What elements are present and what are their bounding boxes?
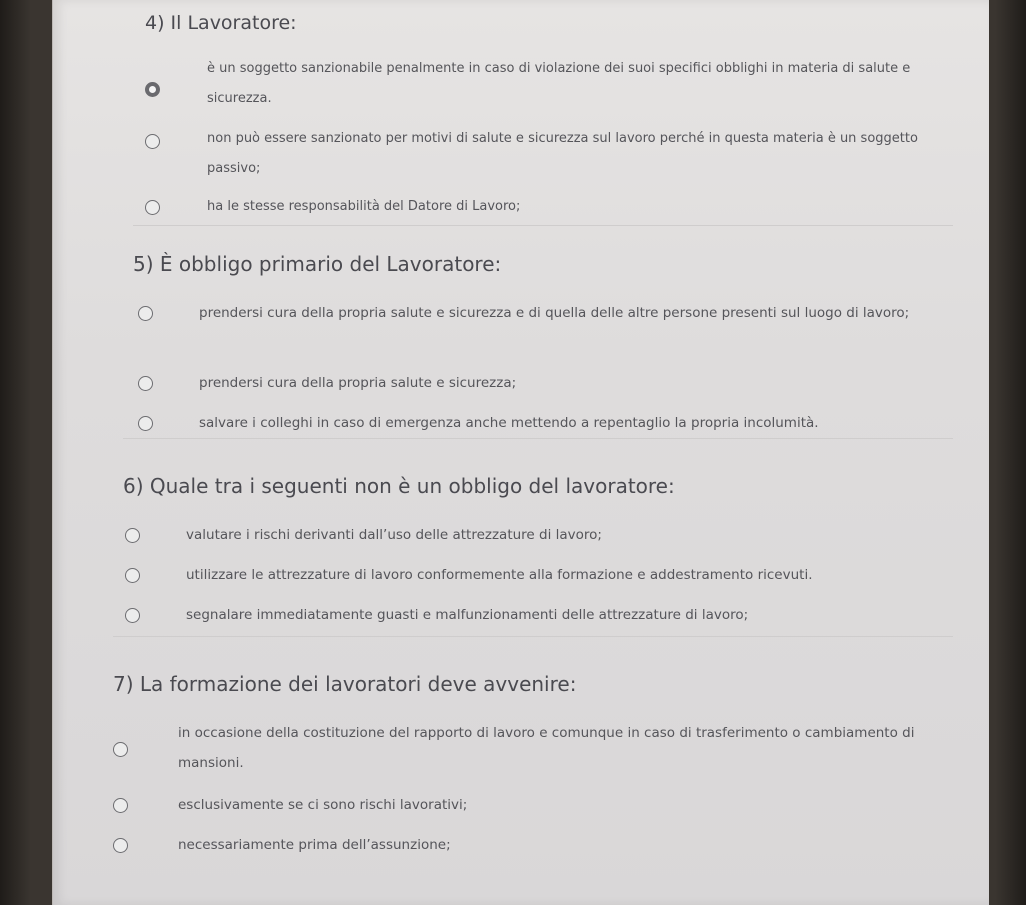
question-4 [145,12,935,232]
radio-button[interactable] [125,608,140,623]
question-5 [133,252,943,448]
radio-button[interactable] [125,568,140,583]
question-6 [123,474,953,640]
option-4-a[interactable] [145,54,935,114]
option-label: in occasione della costituzione del rapporto di lavoro e comunque in caso di trasferimento o cambiamento di mansioni. [178,725,915,771]
radio-button[interactable] [138,416,153,431]
radio-button[interactable] [138,376,153,391]
option-label: è un soggetto sanzionabile penalmente in caso di violazione dei suoi specifici obblighi in materia di salute e sicurezza. [207,61,911,106]
option-6-a[interactable] [123,520,953,550]
option-6-c[interactable] [123,600,953,630]
option-7-c[interactable] [113,830,963,860]
question-7 [113,672,963,870]
divider [133,225,953,226]
option-label: utilizzare le attrezzature di lavoro conformemente alla formazione e addestramento ricevuti. [186,567,813,583]
option-5-b[interactable] [133,368,943,398]
question-title: 7) La formazione dei lavoratori deve avvenire: [113,672,577,696]
option-label: prendersi cura della propria salute e sicurezza; [199,375,517,391]
option-label: ha le stesse responsabilità del Datore di Lavoro; [207,199,521,214]
option-label: prendersi cura della propria salute e sicurezza e di quella delle altre persone presenti sul luogo di lavoro; [199,305,910,321]
quiz-screen [52,0,989,905]
option-4-c[interactable] [145,192,935,222]
radio-button[interactable] [113,838,128,853]
radio-button[interactable] [125,528,140,543]
option-label: non può essere sanzionato per motivi di salute e sicurezza sul lavoro perché in questa materia è un soggetto passivo; [207,131,918,176]
question-title: 5) È obbligo primario del Lavoratore: [133,252,502,276]
radio-button-selected[interactable] [145,82,160,97]
radio-button[interactable] [113,798,128,813]
question-title: 4) Il Lavoratore: [145,12,297,34]
option-label: segnalare immediatamente guasti e malfunzionamenti delle attrezzature di lavoro; [186,607,749,623]
radio-button[interactable] [138,306,153,321]
option-label: necessariamente prima dell’assunzione; [178,837,451,853]
option-label: valutare i rischi derivanti dall’uso delle attrezzature di lavoro; [186,527,602,543]
option-4-b[interactable] [145,124,935,182]
divider [113,636,953,637]
option-label: esclusivamente se ci sono rischi lavorativi; [178,797,468,813]
option-5-c[interactable] [133,408,943,438]
option-7-a[interactable] [113,718,963,780]
option-7-b[interactable] [113,790,963,820]
option-6-b[interactable] [123,560,953,590]
radio-button[interactable] [145,134,160,149]
divider [123,438,953,439]
option-label: salvare i colleghi in caso di emergenza anche mettendo a repentaglio la propria incolumità. [199,415,819,431]
option-5-a[interactable] [133,298,943,358]
radio-button[interactable] [113,742,128,757]
radio-button[interactable] [145,200,160,215]
question-title: 6) Quale tra i seguenti non è un obbligo del lavoratore: [123,474,675,498]
